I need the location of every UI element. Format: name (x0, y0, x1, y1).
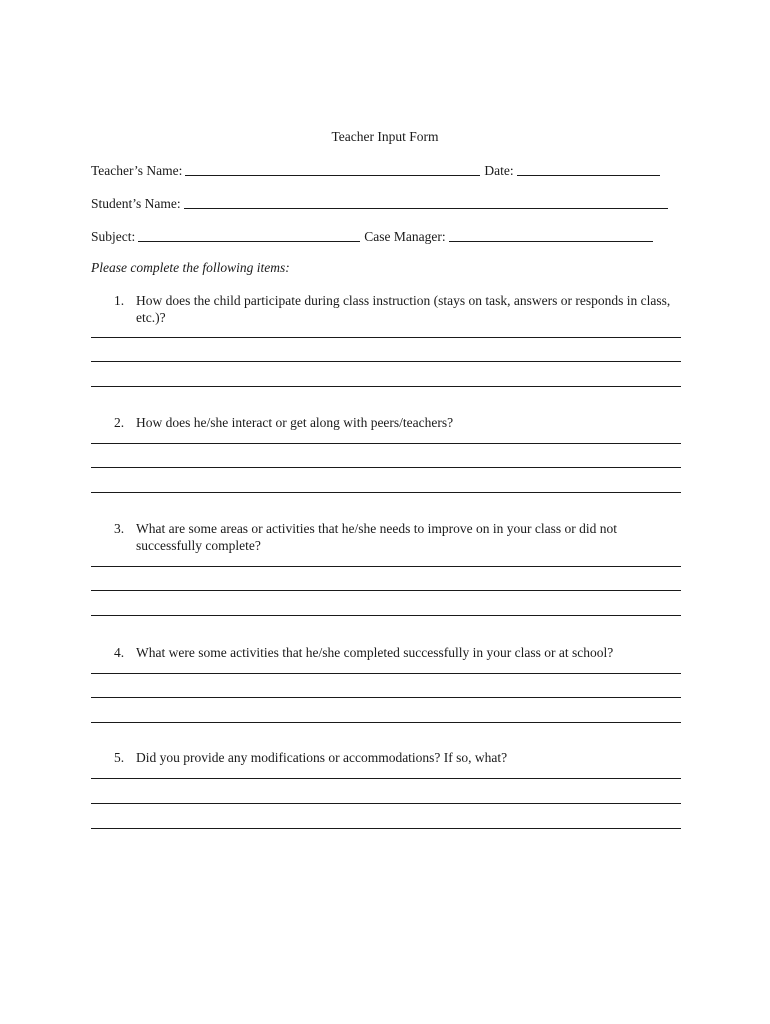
question-text: How does the child participate during class instruction (stays on task, answers or responds in class, etc.)? (136, 293, 671, 325)
student-name-label: Student’s Name: (91, 196, 181, 211)
answer-line-1a[interactable] (91, 337, 681, 338)
answer-line-4a[interactable] (91, 673, 681, 674)
instructions-text: Please complete the following items: (91, 260, 290, 275)
answer-line-3c[interactable] (91, 615, 681, 616)
question-number: 2. (114, 415, 125, 430)
answer-line-2c[interactable] (91, 492, 681, 493)
question-text: How does he/she interact or get along with peers/teachers? (136, 415, 454, 430)
case-manager-label: Case Manager: (364, 229, 446, 244)
question-text: What are some areas or activities that he/she needs to improve on in your class or did not successfully complete? (136, 521, 617, 553)
answer-line-1c[interactable] (91, 386, 681, 387)
teacher-date-row (91, 161, 681, 179)
answer-line-4b[interactable] (91, 697, 681, 698)
student-row (91, 194, 681, 212)
answer-line-2a[interactable] (91, 443, 681, 444)
question-text: What were some activities that he/she completed successfully in your class or at school? (136, 645, 614, 660)
answer-line-1b[interactable] (91, 361, 681, 362)
date-label: Date: (484, 163, 514, 178)
question-4 (114, 644, 674, 661)
subject-label: Subject: (91, 229, 136, 244)
answer-line-3a[interactable] (91, 566, 681, 567)
student-name-field[interactable] (184, 196, 668, 209)
question-2 (114, 414, 674, 431)
question-text: Did you provide any modifications or accommodations? If so, what? (136, 750, 508, 765)
question-3 (114, 520, 674, 554)
teacher-name-label: Teacher’s Name: (91, 163, 183, 178)
date-field[interactable] (517, 163, 660, 176)
question-number: 5. (114, 750, 125, 765)
teacher-name-field[interactable] (185, 163, 480, 176)
answer-line-3b[interactable] (91, 590, 681, 591)
answer-line-2b[interactable] (91, 467, 681, 468)
answer-line-4c[interactable] (91, 722, 681, 723)
answer-line-5b[interactable] (91, 803, 681, 804)
question-5 (114, 749, 674, 766)
subject-field[interactable] (138, 229, 360, 242)
question-number: 1. (114, 293, 125, 308)
answer-line-5a[interactable] (91, 778, 681, 779)
form-title: Teacher Input Form (331, 129, 439, 144)
question-number: 4. (114, 645, 125, 660)
case-manager-field[interactable] (449, 229, 653, 242)
subject-case-row (91, 227, 681, 245)
answer-line-5c[interactable] (91, 828, 681, 829)
question-number: 3. (114, 521, 125, 536)
question-1 (114, 292, 674, 326)
